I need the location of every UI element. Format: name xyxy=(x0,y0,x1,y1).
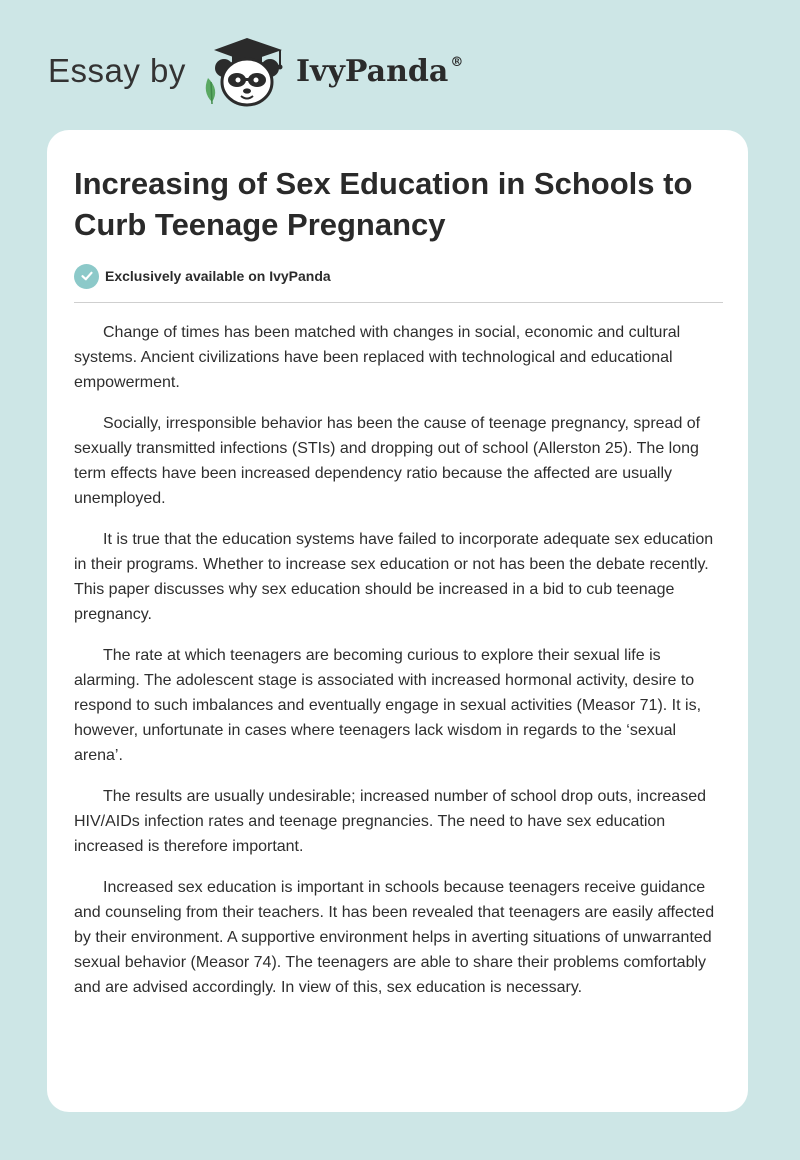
registered-mark: ® xyxy=(450,55,464,70)
divider xyxy=(74,302,723,303)
checkmark-icon xyxy=(74,264,99,289)
exclusive-badge xyxy=(74,263,331,289)
paragraph: Increased sex education is important in schools because teenagers receive guidance and counseling from their teachers. It has been revealed that teenagers are easily affected by their environment. A supportive environment helps in averting situations of unwarranted sexual behavior (Measor 74). The teenagers are able to share their problems comfortably and are advised accordingly. In view of this, sex education is necessary. xyxy=(74,879,715,996)
paragraph: Socially, irresponsible behavior has been the cause of teenage pregnancy, spread of sexually transmitted infections (STIs) and dropping out of school (Allerston 25). The long term effects have been increased dependency ratio because the affected are usually unemployed. xyxy=(74,415,701,507)
paragraph: Change of times has been matched with changes in social, economic and cultural systems. Ancient civilizations have been replaced with technological and educational empowerment. xyxy=(74,324,681,391)
brand-logo-text xyxy=(296,54,463,89)
brand-name: IvyPanda xyxy=(296,54,449,89)
essay-card xyxy=(47,130,748,1112)
page-title: Increasing of Sex Education in Schools to Curb Teenage Pregnancy xyxy=(74,166,693,242)
paragraph: The rate at which teenagers are becoming curious to explore their sexual life is alarming. The adolescent stage is associated with increased hormonal activity, desire to respond to such imbalances and eventually engage in sexual activities (Measor 71). It is, however, unfortunate in cases where teenagers lack wisdom in regards to the ‘sexual arena’. xyxy=(74,647,702,764)
paragraph: It is true that the education systems have failed to incorporate adequate sex education in their programs. Whether to increase sex education or not has been the debate recently. This paper discusses why sex education should be increased in a bid to cub teenage pregnancy. xyxy=(74,531,714,623)
site-header xyxy=(48,36,568,116)
panda-graduate-icon xyxy=(202,36,292,110)
essay-by-label: Essay by xyxy=(48,52,186,89)
essay-body xyxy=(74,320,726,1016)
exclusive-badge-label: Exclusively available on IvyPanda xyxy=(105,268,331,284)
paragraph: The results are usually undesirable; increased number of school drop outs, increased HIV/AIDs infection rates and teenage pregnancies. The need to have sex education increased is therefore important. xyxy=(74,788,706,855)
